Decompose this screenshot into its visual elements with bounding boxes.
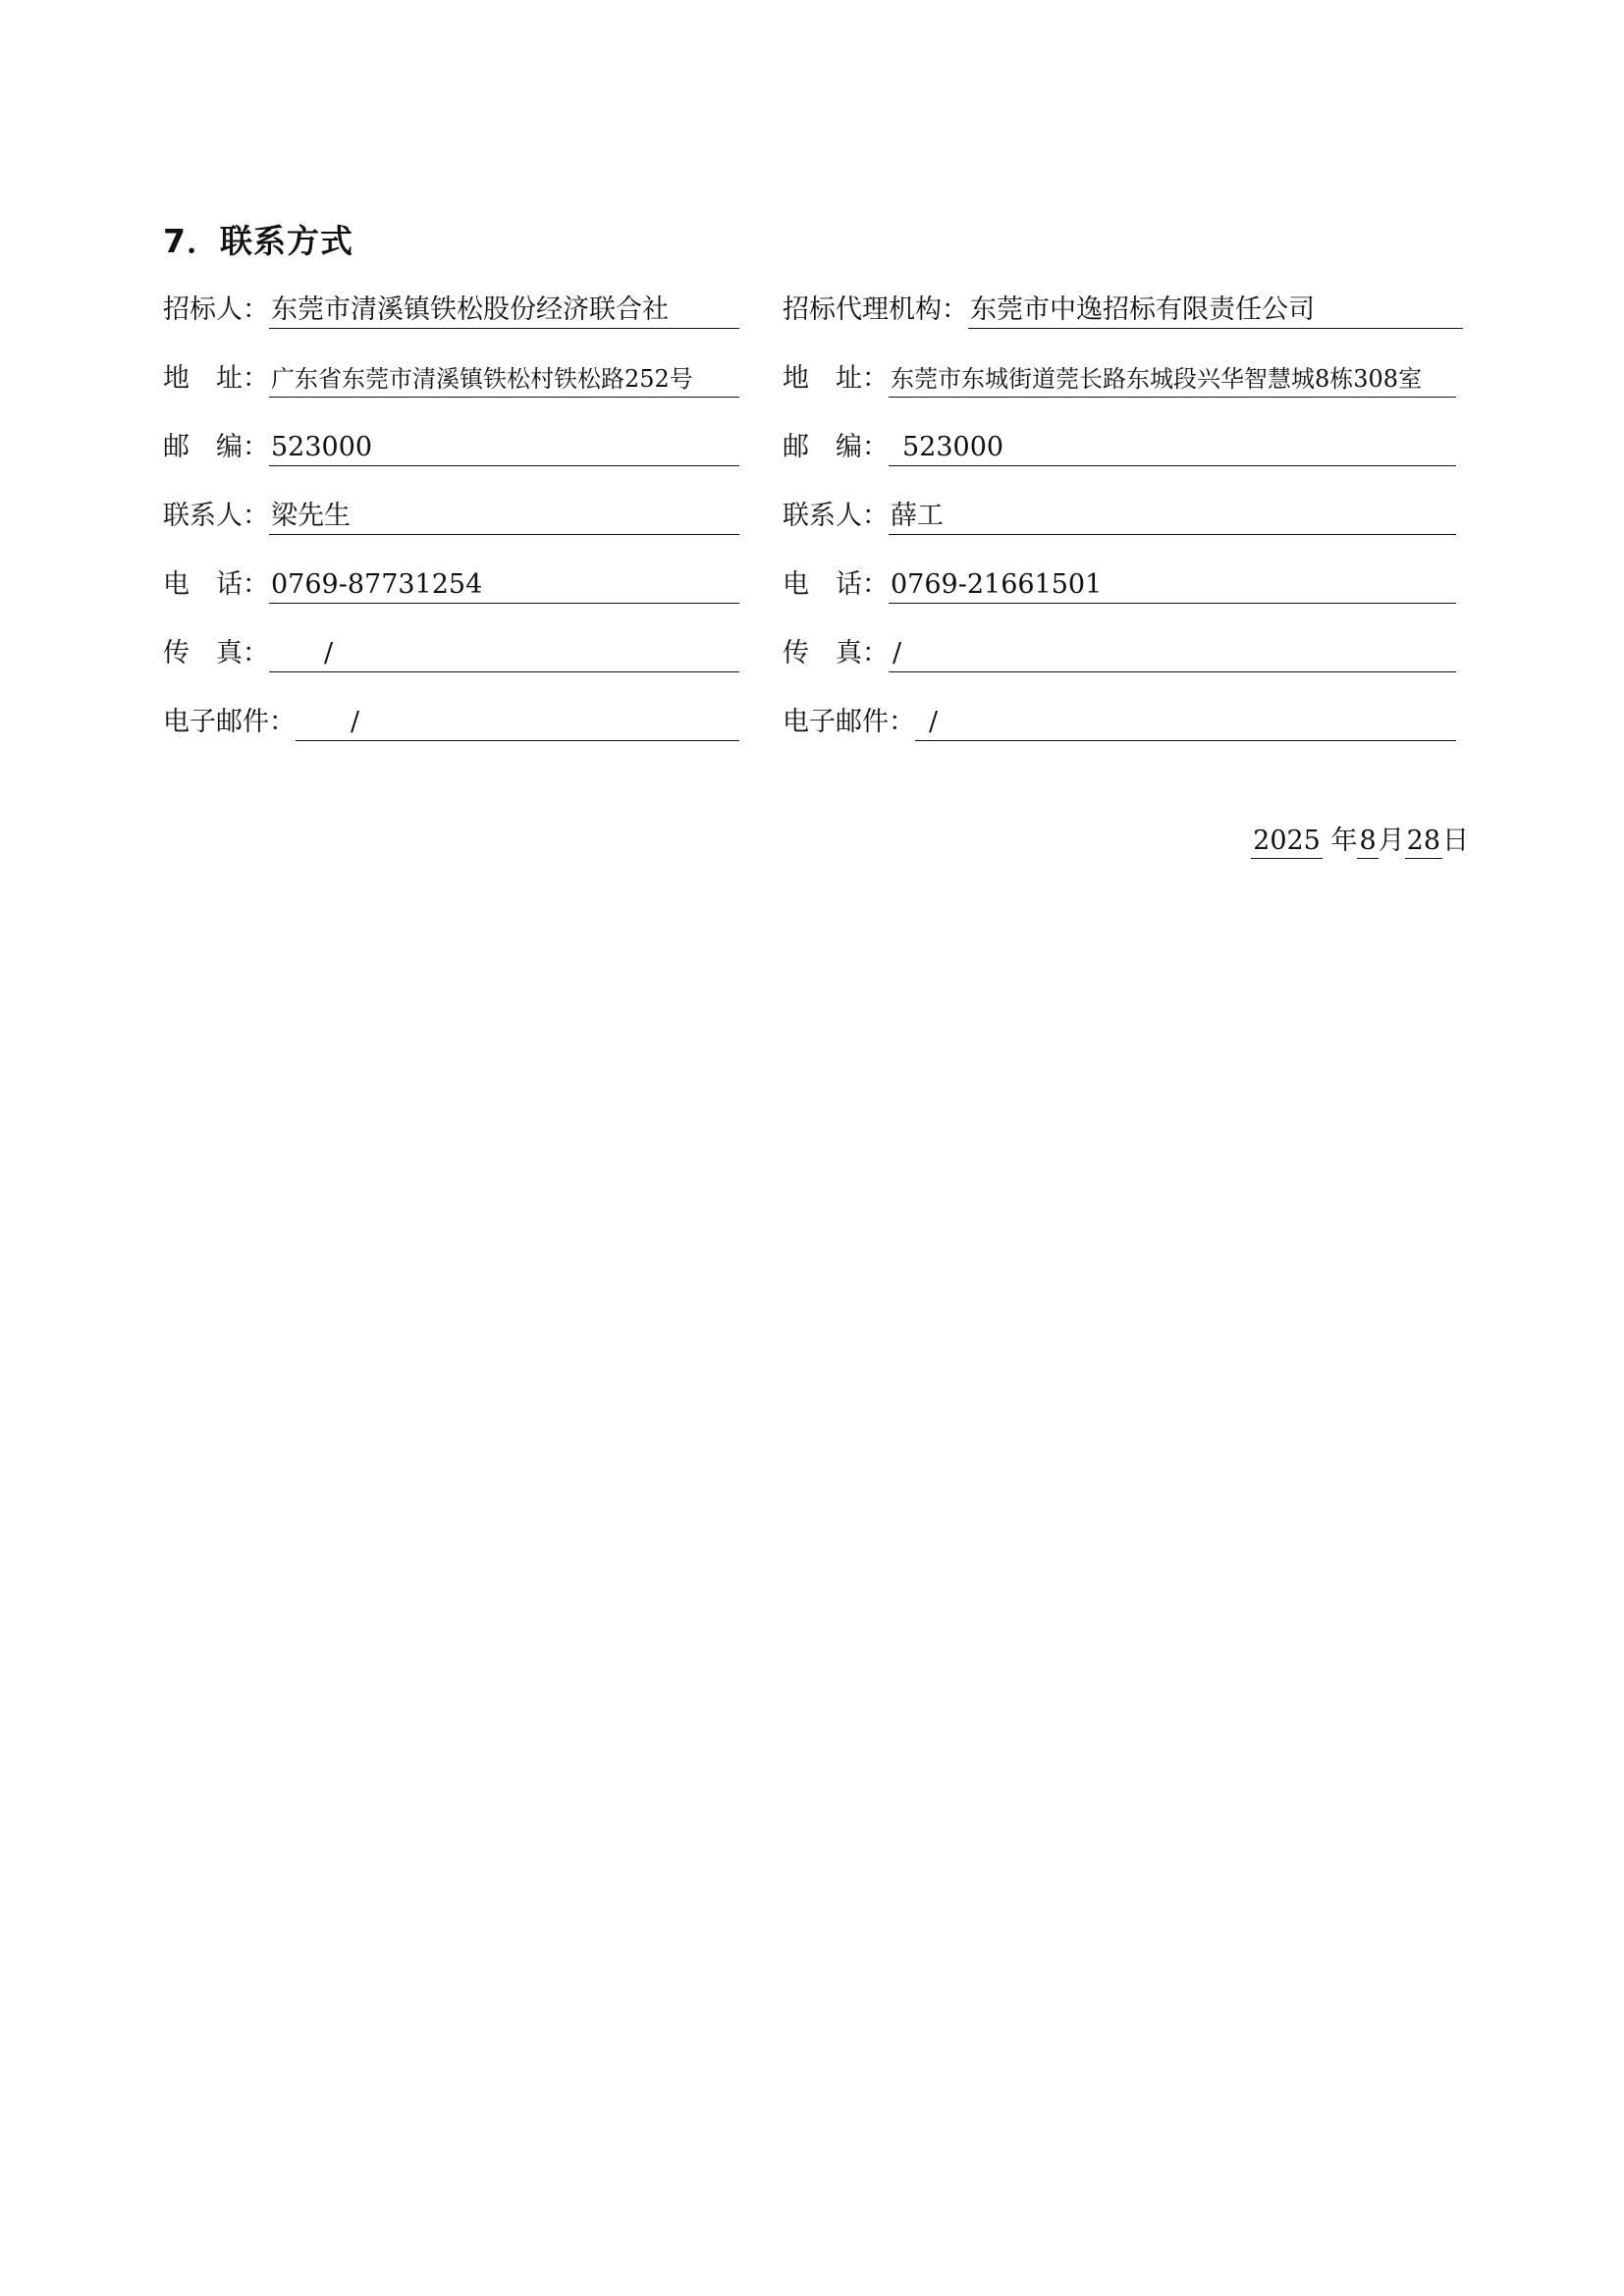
tenderer-email-row: [163, 702, 739, 741]
tenderer-postcode-row: [163, 427, 739, 466]
date-month: 8: [1357, 825, 1378, 859]
tenderer-email-value: /: [296, 705, 739, 741]
colon: ：: [243, 294, 269, 325]
agency-name-label: 招标代理机构: [783, 294, 942, 325]
tenderer-postcode-value: 523000: [269, 430, 739, 466]
colon: ：: [862, 432, 889, 462]
tenderer-name-row: [163, 290, 739, 329]
colon: ：: [243, 363, 269, 394]
section-title: 7．联系方式: [163, 222, 353, 260]
colon: ：: [243, 432, 269, 462]
agency-email-label: 电子邮件: [783, 707, 889, 737]
tenderer-contact-label: 联系人: [163, 501, 243, 531]
agency-address-value: 东莞市东城街道莞长路东城段兴华智慧城8栋308室: [889, 361, 1456, 398]
colon: ：: [269, 707, 296, 737]
tenderer-postcode-label: 邮 编: [163, 432, 243, 462]
tenderer-contact-row: [163, 496, 739, 535]
tenderer-phone-row: [163, 564, 739, 604]
tenderer-address-row: [163, 358, 739, 398]
tenderer-name-label: 招标人: [163, 294, 243, 325]
tenderer-fax-label: 传 真: [163, 638, 243, 668]
agency-contact-label: 联系人: [783, 501, 862, 531]
agency-address-label: 地 址: [783, 363, 862, 394]
agency-phone-row: [783, 564, 1456, 604]
agency-fax-label: 传 真: [783, 638, 862, 668]
colon: ：: [862, 569, 889, 600]
date-day-unit: 日: [1442, 826, 1469, 856]
agency-address-row: [783, 358, 1456, 398]
colon: ：: [862, 363, 889, 394]
colon: ：: [862, 638, 889, 668]
tenderer-address-label: 地 址: [163, 363, 243, 394]
date-year: 2025: [1251, 825, 1323, 859]
date-month-unit: 月: [1378, 826, 1405, 856]
agency-fax-value: /: [889, 636, 1456, 672]
tenderer-email-label: 电子邮件: [163, 707, 269, 737]
date-year-unit: 年: [1330, 826, 1358, 856]
colon: ：: [942, 294, 968, 325]
agency-phone-value: 0769-21661501: [889, 567, 1456, 604]
tenderer-phone-label: 电 话: [163, 569, 243, 600]
agency-postcode-row: [783, 427, 1456, 466]
agency-postcode-label: 邮 编: [783, 432, 862, 462]
agency-email-value: /: [915, 705, 1456, 741]
tenderer-fax-row: [163, 633, 739, 672]
agency-email-row: [783, 702, 1456, 741]
agency-fax-row: [783, 633, 1456, 672]
tenderer-phone-value: 0769-87731254: [269, 567, 739, 604]
colon: ：: [889, 707, 915, 737]
colon: ：: [243, 638, 269, 668]
colon: ：: [862, 501, 889, 531]
agency-name-row: [783, 290, 1463, 329]
tenderer-address-value: 广东省东莞市清溪镇铁松村铁松路252号: [269, 361, 739, 398]
tenderer-contact-value: 梁先生: [269, 499, 739, 535]
document-date: [1251, 823, 1469, 860]
date-day: 28: [1405, 825, 1442, 859]
agency-phone-label: 电 话: [783, 569, 862, 600]
agency-contact-row: [783, 496, 1456, 535]
tenderer-name-value: 东莞市清溪镇铁松股份经济联合社: [269, 293, 739, 329]
tenderer-fax-value: /: [269, 636, 739, 672]
agency-contact-value: 薛工: [889, 499, 1456, 535]
agency-name-value: 东莞市中逸招标有限责任公司: [968, 293, 1463, 329]
colon: ：: [243, 501, 269, 531]
agency-postcode-value: 523000: [889, 430, 1456, 466]
colon: ：: [243, 569, 269, 600]
